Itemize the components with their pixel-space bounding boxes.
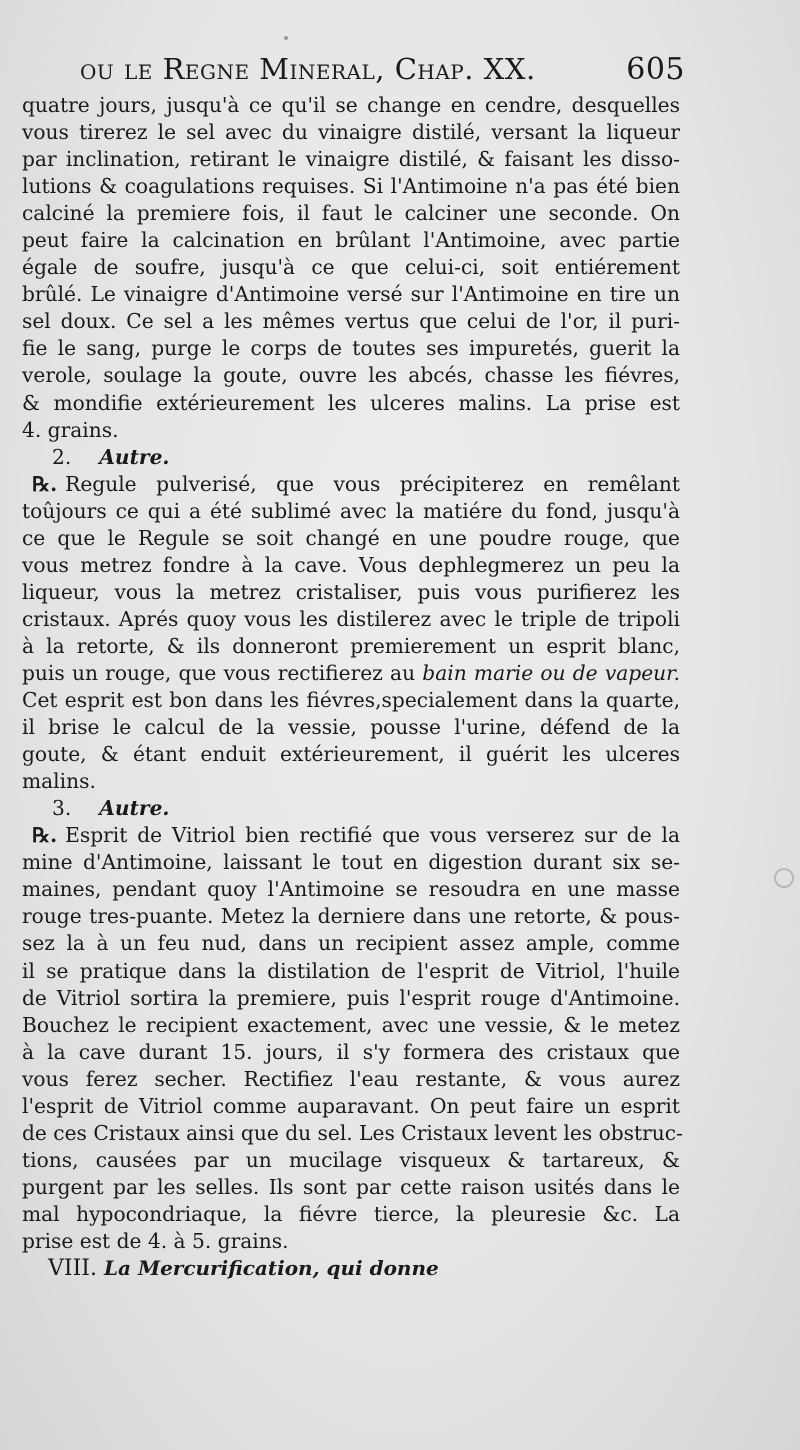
catchline [22,1255,680,1282]
text-line: mal hypocondriaque, la fiévre tierce, la pleuresie &c. La [22,1201,680,1226]
section-heading [22,795,680,822]
text-line: fie le sang, purge le corps de toutes ses impuretés, guerit la [22,336,680,361]
binding-hole [774,868,794,888]
text-line: 4. grains. [22,417,119,442]
text-line [22,822,680,849]
text-line: sel doux. Ce sel a les mêmes vertus que celui de l'or, il puri- [22,309,680,334]
text-line: sez la à un feu nud, dans un recipient assez ample, comme [22,931,680,956]
running-head [80,52,685,87]
text-line: maines, pendant quoy l'Antimoine se resoudra en une masse [22,877,680,902]
text-line: vous metrez fondre à la cave. Vous dephlegmerez un peu la [22,552,680,577]
text-line: vous tirerez le sel avec du vinaigre distilé, versant la liqueur [22,120,680,145]
text-line: Cet esprit est bon dans les fiévres,specialement dans la quarte, [22,688,680,713]
text-line: liqueur, vous la metrez cristaliser, puis vous purifierez les [22,579,680,604]
text-line: par inclination, retirant le vinaigre distilé, & faisant les disso- [22,147,680,172]
section-number: 3. [52,796,72,821]
running-head-title: ou le Regne Mineral, Chap. XX. [80,52,536,86]
text-line: ce que le Regule se soit changé en une poudre rouge, que [22,525,680,550]
text-line: il se pratique dans la distilation de l'esprit de Vitriol, l'huile [22,958,680,983]
text-line: mine d'Antimoine, laissant le tout en digestion durant six se- [22,850,680,875]
text-line: purgent par les selles. Ils sont par cette raison usités dans le [22,1174,680,1199]
text-line: de ces Cristaux ainsi que du sel. Les Cristaux levent les obstruc- [22,1120,683,1145]
text-line: il brise le calcul de la vessie, pousse l'urine, défend de la [22,715,680,740]
text-line: verole, soulage la goute, ouvre les abcés, chasse les fiévres, [22,363,680,388]
text-line: lutions & coagulations requises. Si l'Antimoine n'a pas été bien [22,174,680,199]
text-line: goute, & étant enduit extérieurement, il guérit les ulceres [22,742,680,767]
text-line: cristaux. Aprés quoy vous les distilerez avec le triple de tripoli [22,606,680,631]
text-line: calciné la premiere fois, il faut le calciner une seconde. On [22,201,680,226]
text-line [22,471,680,498]
text-line: égale de soufre, jusqu'à ce que celui-ci, soit entiérement [22,255,680,280]
text-line: l'esprit de Vitriol comme auparavant. On peut faire un esprit [22,1093,680,1118]
text-line: vous ferez secher. Rectifiez l'eau restante, & vous aurez [22,1066,680,1091]
text-line-content: puis un rouge, que vous rectifierez au [22,660,416,685]
italic-phrase: bain marie ou de vapeur. [422,660,680,685]
text-line-content: Esprit de Vitriol bien rectifié que vous verserez sur de la [65,823,680,848]
text-line: à la cave durant 15. jours, il s'y formera des cristaux que [22,1039,680,1064]
section-heading [22,444,680,471]
text-line [22,660,680,687]
ink-speck [284,36,288,40]
text-line: & mondifie extérieurement les ulceres malins. La prise est [22,390,680,415]
text-line: de Vitriol sortira la premiere, puis l'esprit rouge d'Antimoine. [22,985,680,1010]
text-line: malins. [22,769,96,794]
section-title: Autre. [99,444,170,469]
text-line: quatre jours, jusqu'à ce qu'il se change en cendre, desquelles [22,93,680,117]
body-text [22,92,683,1282]
recipe-sign: ℞. [32,823,58,848]
text-line: tions, causées par un mucilage visqueux & tartareux, & [22,1147,680,1172]
catchline-number: VIII. [48,1256,97,1282]
text-line: prise est de 4. à 5. grains. [22,1228,289,1253]
text-line: toûjours ce qui a été sublimé avec la matiére du fond, jusqu'à [22,498,680,523]
section-2 [22,444,680,796]
section-title: Autre. [99,796,170,821]
text-line: brûlé. Le vinaigre d'Antimoine versé sur l'Antimoine en tire un [22,282,680,307]
text-line: à la retorte, & ils donneront premierement un esprit blanc, [22,633,680,658]
section-3 [22,795,683,1255]
text-line: peut faire la calcination en brûlant l'Antimoine, avec partie [22,228,680,253]
text-line: Bouchez le recipient exactement, avec une vessie, & le metez [22,1012,680,1037]
text-line: rouge tres-puante. Metez la derniere dans une retorte, & pous- [22,904,680,929]
recipe-sign: ℞. [32,471,58,496]
page-number: 605 [626,52,685,87]
paragraph-1 [22,92,680,444]
section-number: 2. [52,444,72,469]
catchline-text: La Mercurification, qui donne [103,1256,439,1281]
text-line-content: Regule pulverisé, que vous précipiterez en remêlant [65,471,680,496]
